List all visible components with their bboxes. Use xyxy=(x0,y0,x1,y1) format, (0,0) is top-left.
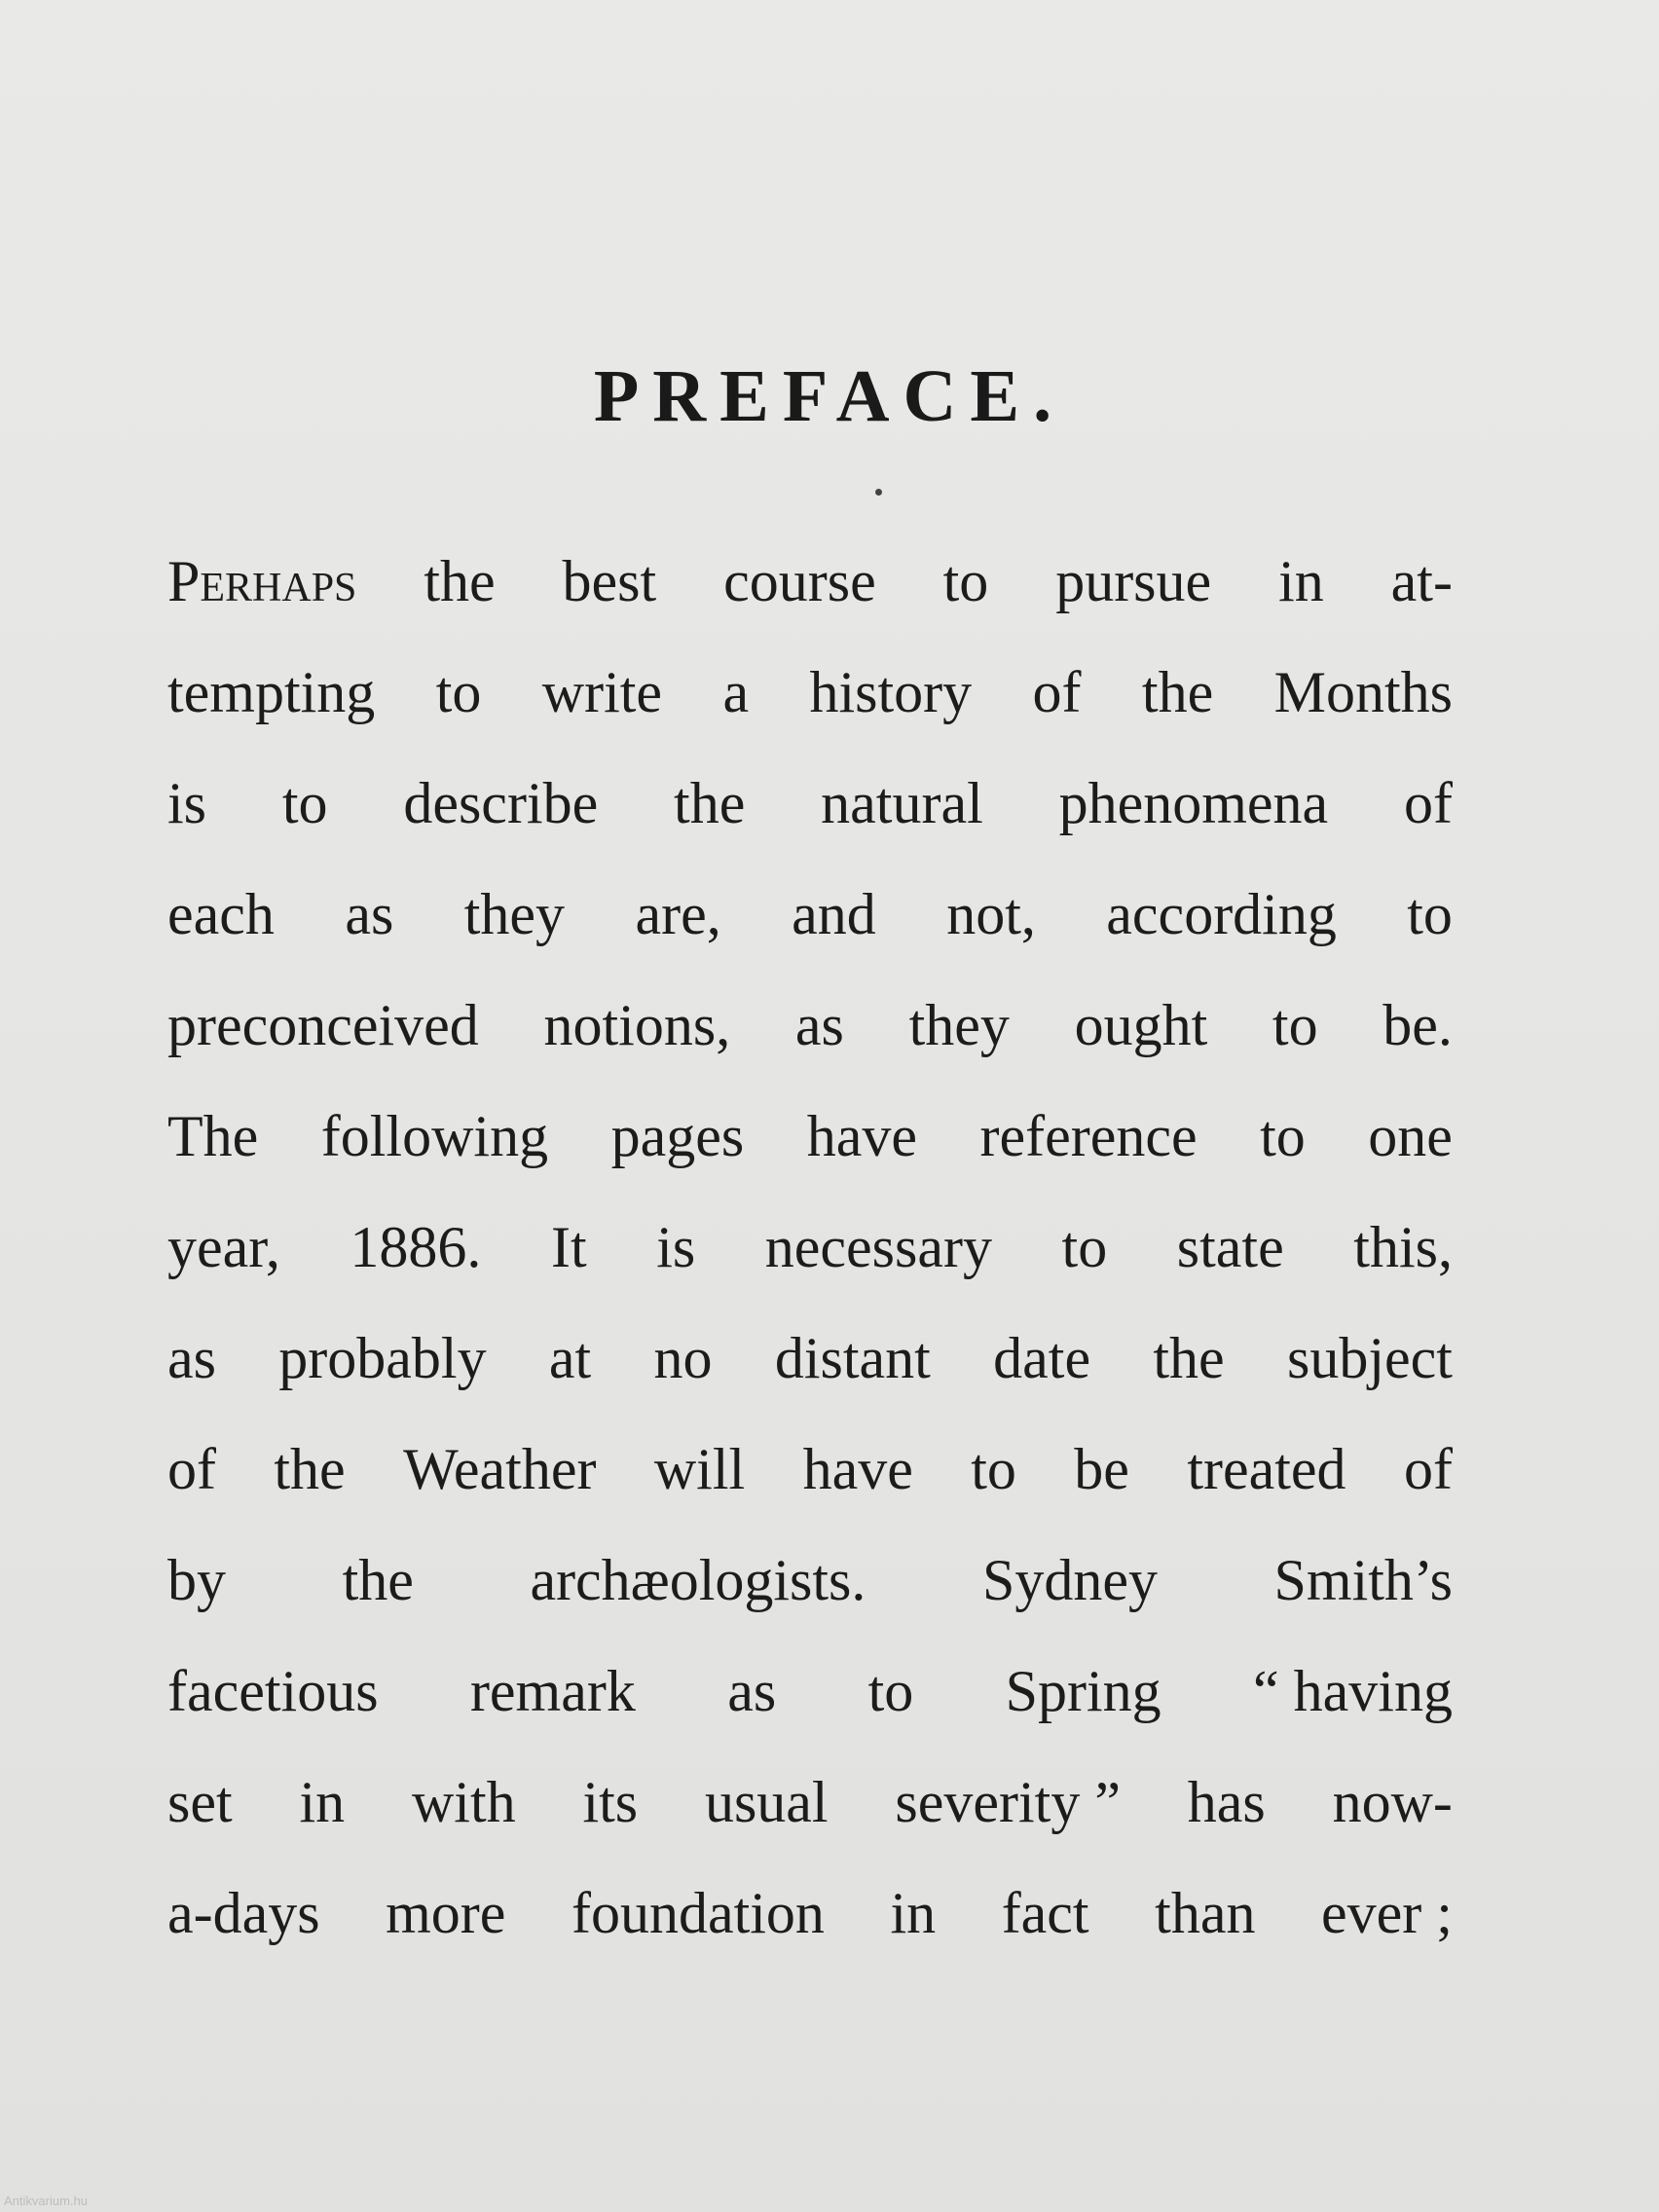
word: notions, xyxy=(543,993,731,1057)
word: by xyxy=(167,1548,226,1612)
word: course xyxy=(723,549,876,613)
word: to xyxy=(1061,1215,1108,1279)
word: the xyxy=(274,1437,346,1501)
word: the xyxy=(342,1548,414,1612)
word: to xyxy=(1272,993,1318,1057)
word: one xyxy=(1368,1104,1453,1168)
word: at- xyxy=(1390,549,1453,613)
text-line xyxy=(167,1869,1453,1980)
text-line xyxy=(167,1203,1453,1314)
word: facetious xyxy=(167,1659,379,1723)
word: Sydney xyxy=(981,1548,1158,1612)
text-line xyxy=(167,1647,1453,1758)
word: are, xyxy=(635,882,721,946)
word: they xyxy=(463,882,566,946)
word: state xyxy=(1176,1215,1284,1279)
word: foundation xyxy=(571,1881,825,1945)
text-line xyxy=(167,759,1453,870)
text-line xyxy=(167,981,1453,1092)
word: following xyxy=(320,1104,549,1168)
text-line xyxy=(167,1536,1453,1647)
word: Perhaps xyxy=(167,549,357,613)
word: of xyxy=(1403,771,1453,835)
word: now- xyxy=(1332,1770,1453,1834)
word: according xyxy=(1106,882,1337,946)
word: severity ” xyxy=(895,1770,1121,1834)
word: be xyxy=(1074,1437,1129,1501)
word: phenomena xyxy=(1058,771,1329,835)
word: its xyxy=(582,1770,639,1834)
text-line xyxy=(167,1314,1453,1425)
word: tempting xyxy=(167,660,376,724)
text-line xyxy=(167,1092,1453,1203)
word: “ having xyxy=(1253,1659,1453,1723)
word: date xyxy=(993,1326,1091,1390)
word: will xyxy=(653,1437,746,1501)
word: no xyxy=(653,1326,713,1390)
word: to xyxy=(435,660,482,724)
word: be. xyxy=(1382,993,1453,1057)
word: describe xyxy=(403,771,599,835)
word: The xyxy=(167,1104,259,1168)
text-line xyxy=(167,870,1453,981)
word: as xyxy=(345,882,394,946)
word: to xyxy=(1407,882,1453,946)
word: Weather xyxy=(403,1437,597,1501)
word: It xyxy=(550,1215,587,1279)
word: of xyxy=(1032,660,1082,724)
word: year, xyxy=(167,1215,280,1279)
word: to xyxy=(1260,1104,1306,1168)
word: pages xyxy=(610,1104,745,1168)
word: a xyxy=(722,660,750,724)
word: pursue xyxy=(1055,549,1212,613)
word: in xyxy=(890,1881,937,1945)
word: a-days xyxy=(167,1881,320,1945)
word: as xyxy=(727,1659,777,1723)
word: this, xyxy=(1353,1215,1453,1279)
word: ought xyxy=(1074,993,1208,1057)
watermark: Antikvarium.hu xyxy=(4,2194,88,2208)
page-title: PREFACE. xyxy=(593,355,1066,437)
word: to xyxy=(942,549,989,613)
word: distant xyxy=(774,1326,931,1390)
word: Spring xyxy=(1005,1659,1161,1723)
word: of xyxy=(1403,1437,1453,1501)
word: have xyxy=(802,1437,913,1501)
word: archæologists. xyxy=(530,1548,866,1612)
word: ever ; xyxy=(1321,1881,1453,1945)
word: have xyxy=(806,1104,917,1168)
word: of xyxy=(167,1437,216,1501)
word: write xyxy=(541,660,663,724)
word: the xyxy=(424,549,496,613)
text-line xyxy=(167,537,1453,648)
word: necessary xyxy=(764,1215,992,1279)
word: each xyxy=(167,882,275,946)
word: treated xyxy=(1187,1437,1346,1501)
word: more xyxy=(386,1881,506,1945)
word: fact xyxy=(1001,1881,1089,1945)
word: 1886. xyxy=(350,1215,482,1279)
word: as xyxy=(167,1326,216,1390)
word: in xyxy=(299,1770,346,1834)
word: natural xyxy=(821,771,983,835)
word: has xyxy=(1187,1770,1266,1834)
word: reference xyxy=(979,1104,1198,1168)
word: the xyxy=(1153,1326,1225,1390)
word: usual xyxy=(704,1770,829,1834)
text-line xyxy=(167,648,1453,759)
word: to xyxy=(281,771,328,835)
word: as xyxy=(794,993,844,1057)
word: not, xyxy=(946,882,1036,946)
word: best xyxy=(562,549,657,613)
word: to xyxy=(867,1659,914,1723)
word: in xyxy=(1278,549,1324,613)
word: is xyxy=(167,771,207,835)
word: set xyxy=(167,1770,233,1834)
word: Months xyxy=(1273,660,1453,724)
text-line xyxy=(167,1425,1453,1536)
word: they xyxy=(908,993,1010,1057)
word: the xyxy=(674,771,746,835)
word: remark xyxy=(469,1659,636,1723)
word: at xyxy=(548,1326,592,1390)
word: with xyxy=(411,1770,516,1834)
word: to xyxy=(971,1437,1016,1501)
word: than xyxy=(1155,1881,1256,1945)
word: and xyxy=(792,882,876,946)
ink-speck xyxy=(875,489,882,496)
text-line xyxy=(167,1758,1453,1869)
preface-paragraph xyxy=(167,537,1453,1980)
word: subject xyxy=(1287,1326,1453,1390)
word: Smith’s xyxy=(1273,1548,1453,1612)
word: preconceived xyxy=(167,993,479,1057)
word: is xyxy=(656,1215,696,1279)
word: the xyxy=(1141,660,1214,724)
word: probably xyxy=(278,1326,487,1390)
word: history xyxy=(809,660,973,724)
